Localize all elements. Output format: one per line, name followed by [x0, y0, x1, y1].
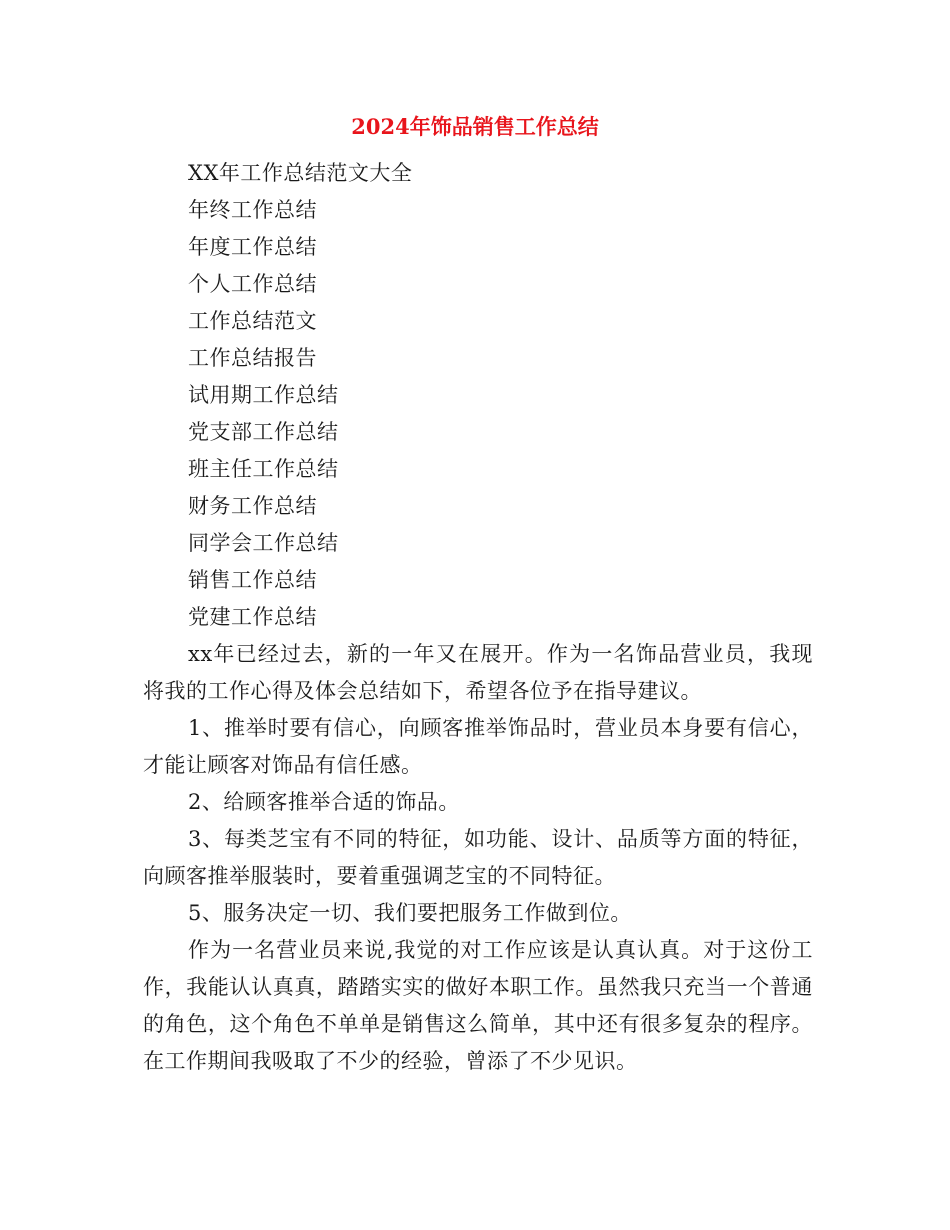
closing-paragraph: 作为一名营业员来说,我觉的对工作应该是认真认真。对于这份工作，我能认认真真，踏踏实实的做好本职工作。虽然我只充当一个普通的角色，这个角色不单单是销售这么简单，其中还有很多复杂的程序。在工作期间我吸取了不少的经验，曾添了不少见识。 [143, 938, 813, 1073]
related-link[interactable]: 财务工作总结 [188, 494, 317, 518]
related-link[interactable]: XX年工作总结范文大全 [188, 161, 413, 185]
related-link[interactable]: 年终工作总结 [188, 198, 317, 222]
related-link[interactable]: 班主任工作总结 [188, 457, 339, 481]
related-link[interactable]: 工作总结报告 [188, 346, 317, 370]
related-link[interactable]: 年度工作总结 [188, 235, 317, 259]
related-link[interactable]: 党支部工作总结 [188, 420, 339, 444]
related-link[interactable]: 销售工作总结 [188, 568, 317, 592]
point-paragraph: 1、推举时要有信心，向顾客推举饰品时，营业员本身要有信心，才能让顾客对饰品有信任感。 [143, 716, 813, 777]
document-body [143, 155, 813, 1080]
point-paragraph: 2、给顾客推举合适的饰品。 [188, 790, 460, 814]
related-link[interactable]: 试用期工作总结 [188, 383, 339, 407]
intro-paragraph: xx年已经过去，新的一年又在展开。作为一名饰品营业员，我现将我的工作心得及体会总结如下，希望各位予在指导建议。 [143, 642, 813, 703]
related-link[interactable]: 党建工作总结 [188, 605, 317, 629]
document-title: 2024年饰品销售工作总结 [351, 114, 599, 139]
related-link[interactable]: 同学会工作总结 [188, 531, 339, 555]
point-paragraph: 5、服务决定一切、我们要把服务工作做到位。 [188, 901, 632, 925]
related-links-list [143, 155, 813, 636]
point-paragraph: 3、每类芝宝有不同的特征，如功能、设计、品质等方面的特征，向顾客推举服装时，要着重强调芝宝的不同特征。 [143, 827, 813, 888]
related-link[interactable]: 个人工作总结 [188, 272, 317, 296]
related-link[interactable]: 工作总结范文 [188, 309, 317, 333]
